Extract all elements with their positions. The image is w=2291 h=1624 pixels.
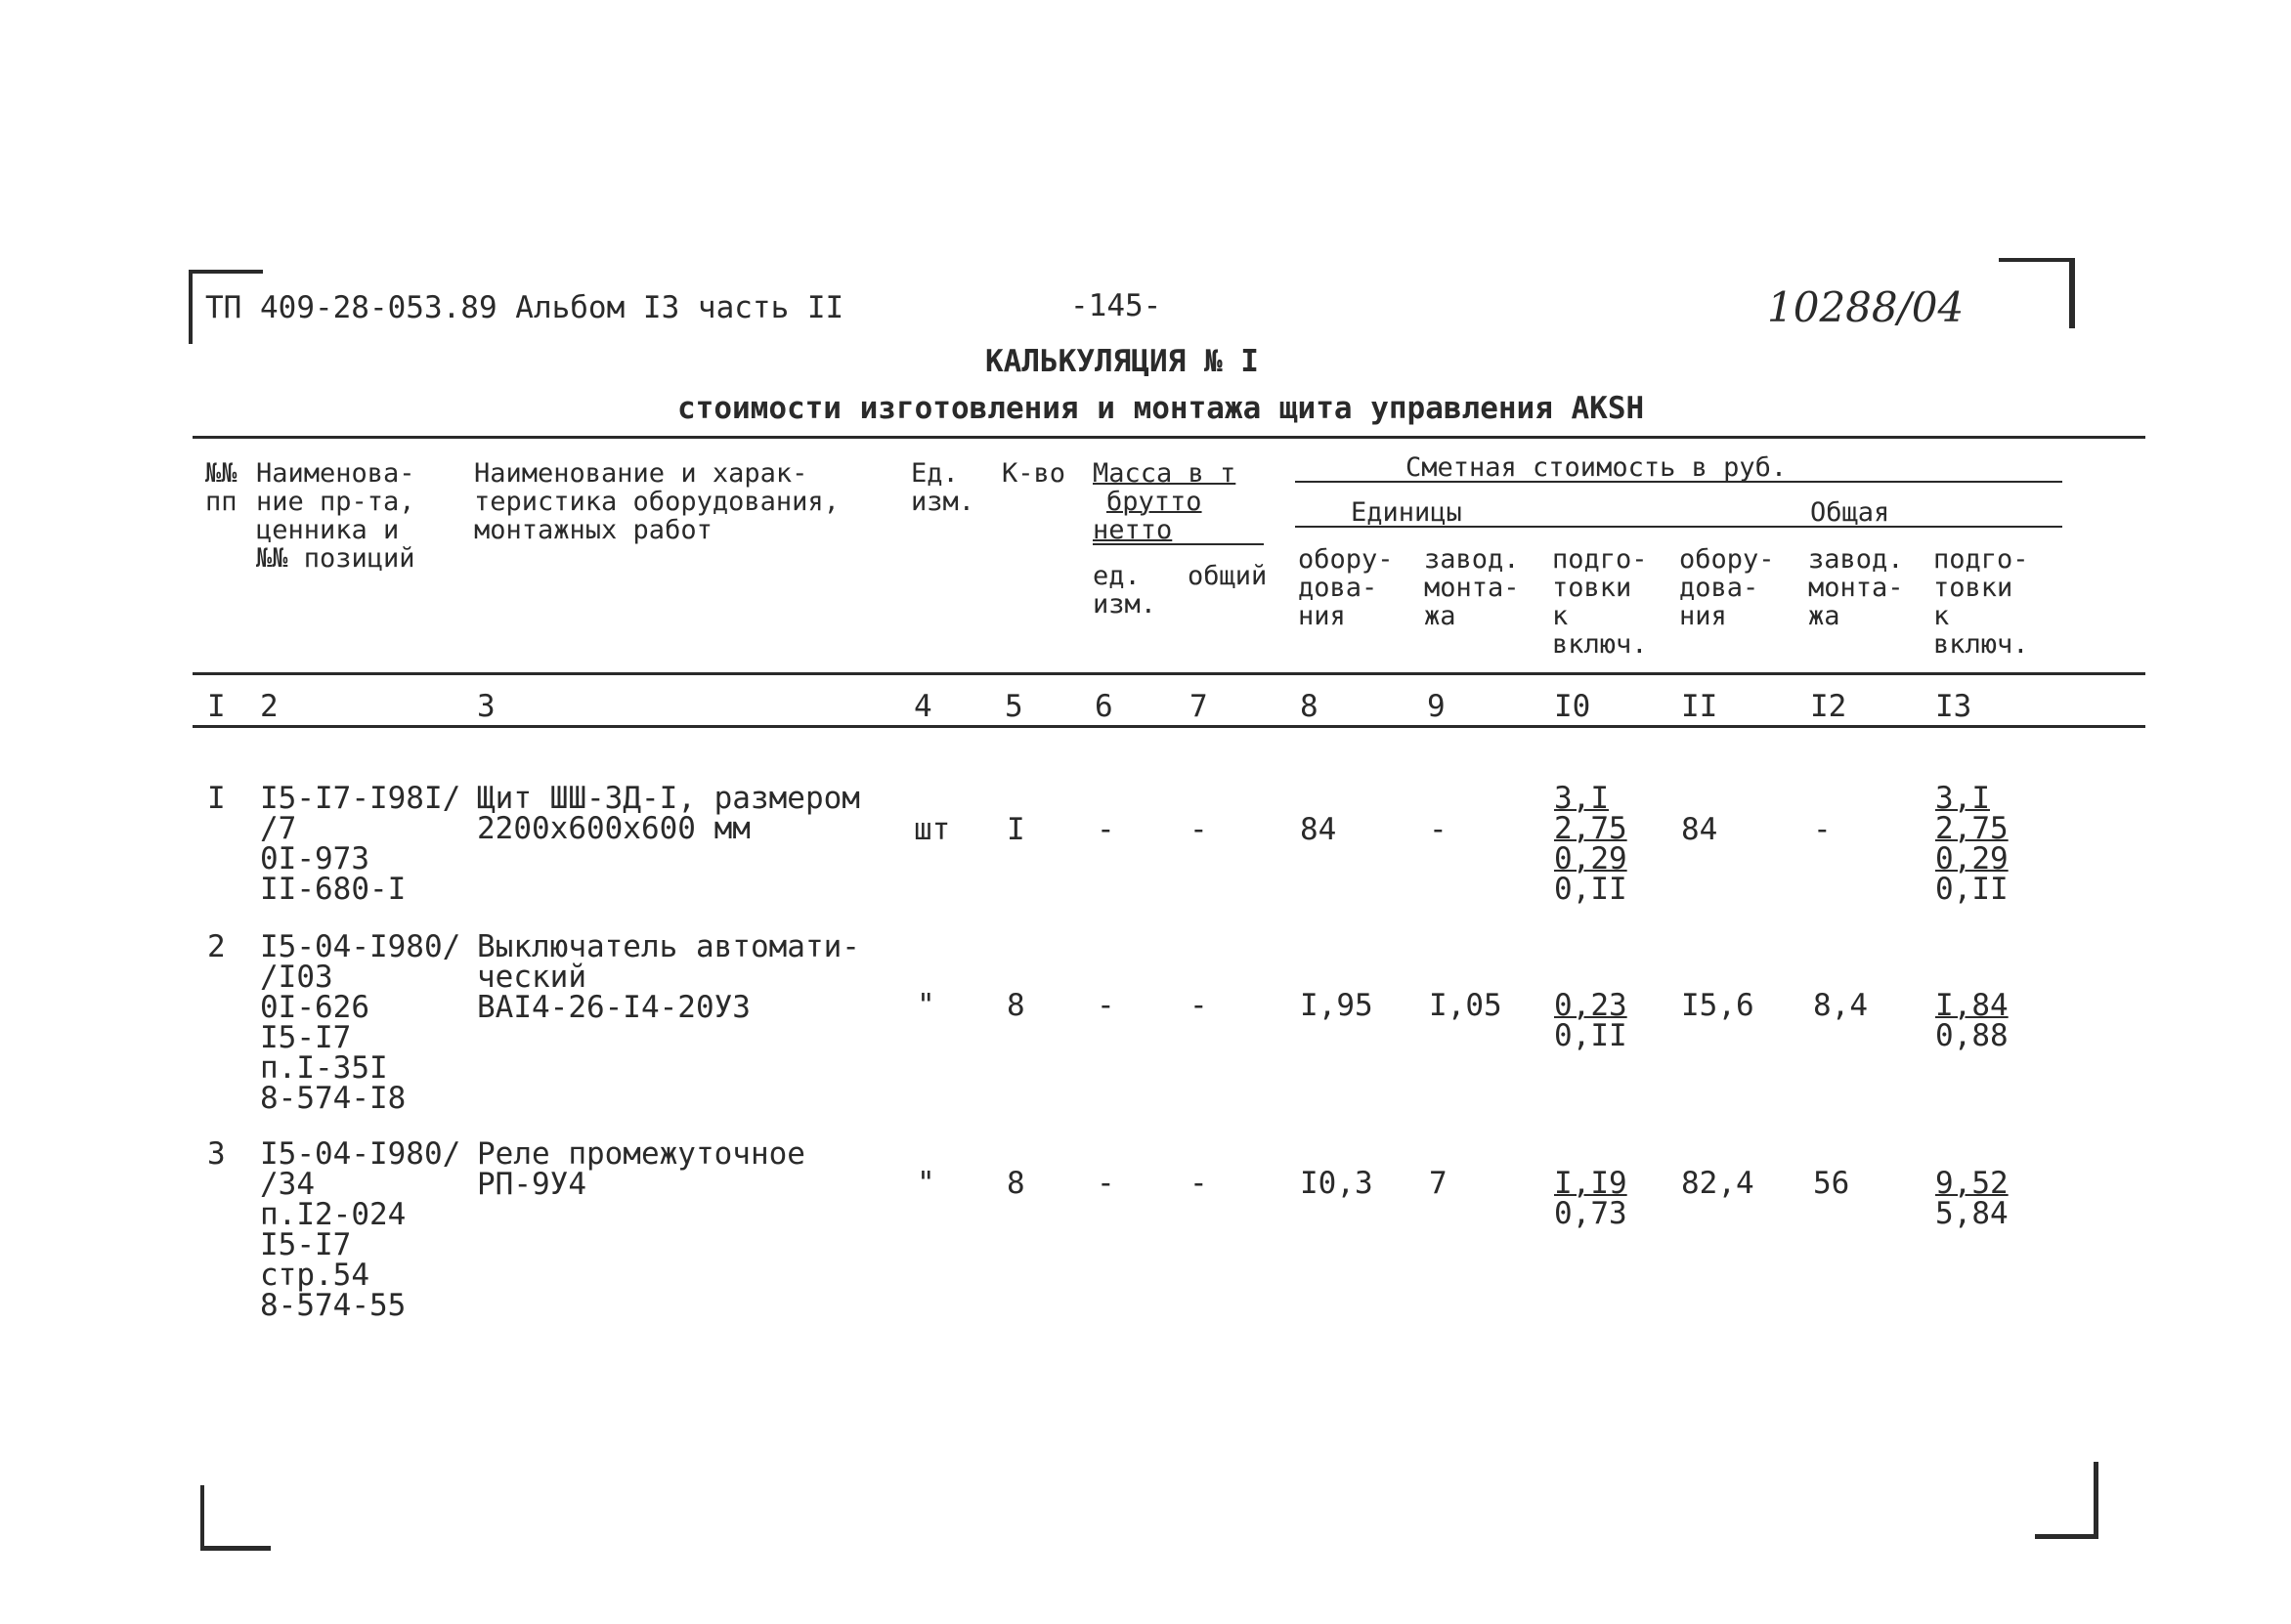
- handwritten-number: 10288/04: [1767, 283, 1965, 331]
- row-total-equipment: 84: [1681, 812, 1718, 847]
- row-unit-equipment: I0,3: [1300, 1166, 1373, 1201]
- header-col-3: Наименование и харак- теристика оборудования, монтажных работ: [474, 458, 840, 545]
- row-qty: 8: [1007, 988, 1025, 1023]
- column-number: 8: [1300, 689, 1318, 724]
- column-number: I2: [1810, 689, 1847, 724]
- row-mass-unit: -: [1097, 1166, 1115, 1201]
- row-unit-mounting: -: [1429, 812, 1448, 847]
- header-unit-group: Единицы: [1351, 497, 1462, 528]
- column-number: 2: [260, 689, 279, 724]
- row-unit: ": [917, 988, 935, 1023]
- row-mass-unit: -: [1097, 812, 1115, 847]
- column-number: I3: [1935, 689, 1972, 724]
- row-qty: 8: [1007, 1166, 1025, 1201]
- row-number: 3: [207, 1136, 226, 1172]
- header-bottom-rule: [193, 672, 2145, 675]
- row-unit-mounting: I,05: [1429, 988, 1502, 1023]
- column-number: 7: [1189, 689, 1208, 724]
- header-total-group: Общая: [1810, 497, 1890, 528]
- column-number: II: [1681, 689, 1718, 724]
- row-unit-preparation: 3,I 2,75 0,29 0,II: [1554, 781, 1627, 907]
- row-total-mounting: 8,4: [1813, 988, 1868, 1023]
- corner-mark-top-right: [1999, 258, 2075, 328]
- row-total-mounting: 56: [1813, 1166, 1850, 1201]
- row-mass-total: -: [1189, 1166, 1208, 1201]
- row-name: Выключатель автомати- ческий ВАI4-26-I4-20У3: [477, 929, 860, 1025]
- header-col-9: завод. монта- жа: [1424, 544, 1520, 631]
- row-unit: ": [917, 1166, 935, 1201]
- row-total-equipment: I5,6: [1681, 988, 1754, 1023]
- row-unit-preparation: I,I9 0,73: [1554, 1166, 1627, 1231]
- row-total-preparation: I,84 0,88: [1935, 988, 2009, 1053]
- column-number: 4: [914, 689, 932, 724]
- row-name: Реле промежуточное РП-9У4: [477, 1136, 805, 1202]
- row-code: I5-I7-I98I/ /7 0I-973 II-680-I: [260, 781, 461, 907]
- header-col-4: Ед. изм.: [911, 458, 975, 517]
- row-total-mounting: -: [1813, 812, 1832, 847]
- row-code: I5-04-I980/ /34 п.I2-024 I5-I7 стр.54 8-574-55: [260, 1136, 461, 1323]
- row-unit-preparation: 0,23 0,II: [1554, 988, 1627, 1053]
- header-col-10: подго- товки к включ.: [1552, 544, 1648, 660]
- row-mass-total: -: [1189, 812, 1208, 847]
- header-col-8: обору- дова- ния: [1298, 544, 1394, 631]
- column-number: 6: [1095, 689, 1113, 724]
- header-col-1: №№ пп: [205, 458, 238, 517]
- row-total-preparation: 3,I 2,75 0,29 0,II: [1935, 781, 2009, 907]
- header-mass-total: общий: [1188, 561, 1268, 591]
- table-top-rule: [193, 436, 2145, 439]
- row-unit-equipment: I,95: [1300, 988, 1373, 1023]
- header-cost: Сметная стоимость в руб.: [1405, 452, 1788, 483]
- row-code: I5-04-I980/ /I03 0I-626 I5-I7 п.I-35I 8-574-I8: [260, 929, 461, 1116]
- page-number: -145-: [1070, 288, 1162, 323]
- column-number: 5: [1005, 689, 1023, 724]
- row-name: Щит ШШ-3Д-I, размером 2200х600х600 мм: [477, 781, 860, 846]
- row-mass-unit: -: [1097, 988, 1115, 1023]
- row-unit-equipment: 84: [1300, 812, 1337, 847]
- calculation-subtitle: стоимости изготовления и монтажа щита управления АКSН: [677, 391, 1645, 426]
- column-number: I0: [1554, 689, 1591, 724]
- row-qty: I: [1007, 812, 1025, 847]
- document-reference: ТП 409-28-053.89 Альбом I3 часть II: [205, 290, 844, 325]
- row-mass-total: -: [1189, 988, 1208, 1023]
- row-total-preparation: 9,52 5,84: [1935, 1166, 2009, 1231]
- calculation-title: КАЛЬКУЛЯЦИЯ № I: [985, 344, 1259, 379]
- header-mass: Масса в т брутто нетто: [1093, 458, 1236, 545]
- column-number: I: [207, 689, 226, 724]
- row-number: 2: [207, 929, 226, 964]
- numbers-bottom-rule: [193, 725, 2145, 728]
- corner-mark-bottom-left: [200, 1485, 271, 1551]
- header-col-5: К-во: [1002, 458, 1066, 489]
- corner-mark-bottom-right: [2035, 1462, 2098, 1539]
- header-mass-unit: ед. изм.: [1093, 561, 1157, 620]
- column-number: 9: [1427, 689, 1446, 724]
- row-unit-mounting: 7: [1429, 1166, 1448, 1201]
- row-number: I: [207, 781, 226, 816]
- header-col-12: завод. монта- жа: [1808, 544, 1904, 631]
- header-col-11: обору- дова- ния: [1679, 544, 1775, 631]
- header-col-2: Наименова- ние пр-та, ценника и №№ позиций: [256, 458, 415, 574]
- column-number: 3: [477, 689, 496, 724]
- row-total-equipment: 82,4: [1681, 1166, 1754, 1201]
- header-col-13: подго- товки к включ.: [1933, 544, 2029, 660]
- row-unit: шт: [914, 812, 951, 847]
